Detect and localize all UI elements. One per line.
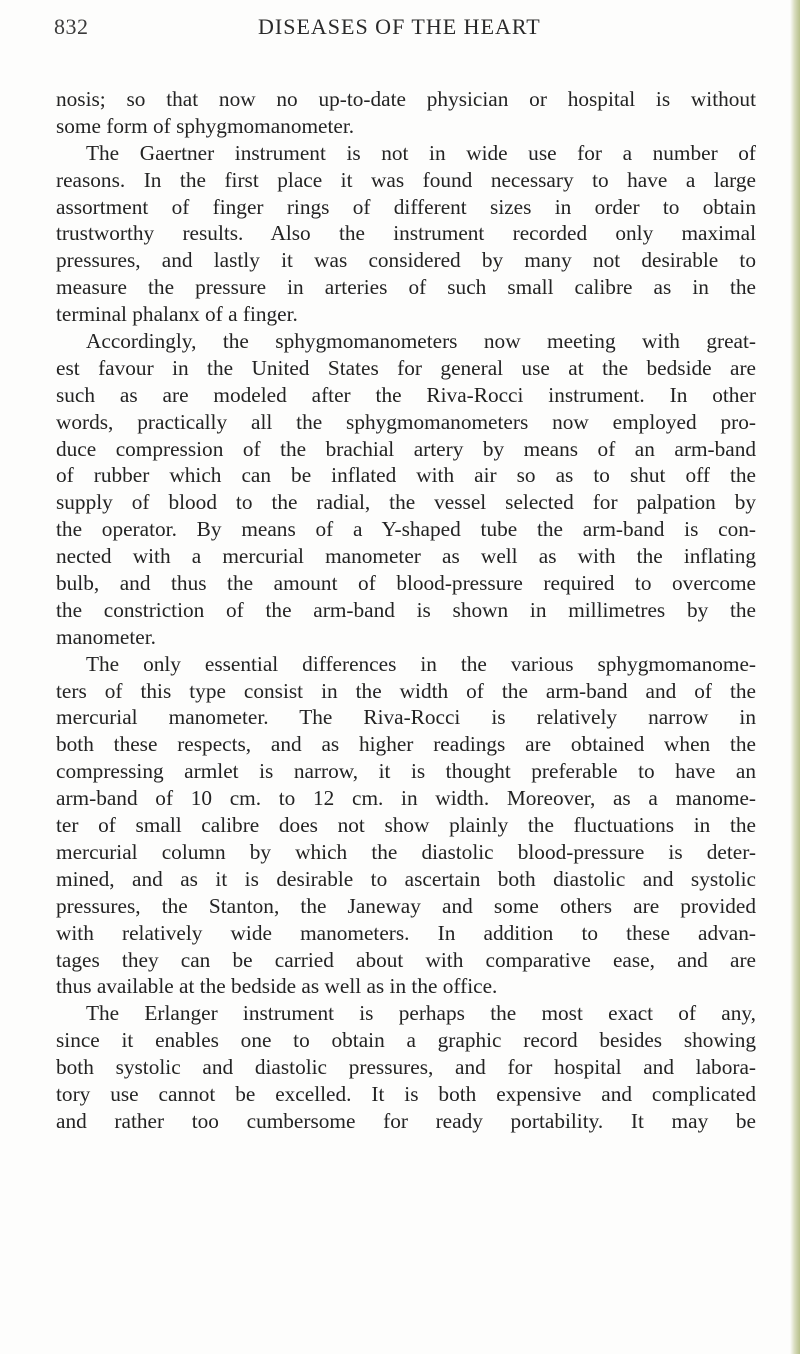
text-line: manometer. [56, 624, 156, 649]
text-line: thus available at the bedside as well as in the office. [56, 974, 498, 999]
text-line: ters of this type consist in the width of the arm-band and of the [56, 678, 756, 703]
text-line: pressures, the Stanton, the Janeway and some others are provided [56, 893, 756, 918]
text-line: The Erlanger instrument is perhaps the most exact of any, [86, 1001, 756, 1026]
text-line: assortment of finger rings of different sizes in order to obtain [56, 194, 756, 219]
text-line: tory use cannot be excelled. It is both expensive and complicated [56, 1081, 756, 1106]
text-line: duce compression of the brachial artery by means of an arm-band [56, 436, 756, 461]
text-line: ter of small calibre does not show plainly the fluctuations in the [56, 813, 756, 838]
text-line: both systolic and diastolic pressures, and for hospital and labora- [56, 1055, 756, 1080]
text-line: pressures, and lastly it was considered by many not desirable to [56, 248, 756, 273]
text-line: such as are modeled after the Riva-Rocci instrument. In other [56, 382, 756, 407]
running-head [54, 14, 754, 44]
text-line: tages they can be carried about with comparative ease, and are [56, 947, 756, 972]
text-line: nosis; so that now no up-to-date physician or hospital is without [56, 87, 756, 111]
text-line: bulb, and thus the amount of blood-pressure required to overcome [56, 571, 756, 596]
text-line: mined, and as it is desirable to ascertain both diastolic and systolic [56, 866, 756, 891]
text-line: the operator. By means of a Y-shaped tube the arm-band is con- [56, 517, 756, 542]
text-line: with relatively wide manometers. In addition to these advan- [56, 920, 756, 945]
text-line: since it enables one to obtain a graphic record besides showing [56, 1028, 756, 1053]
text-line: The Gaertner instrument is not in wide use for a number of [86, 140, 756, 165]
text-line: and rather too cumbersome for ready portability. It may be [56, 1108, 756, 1133]
text-line: the constriction of the arm-band is shown in millimetres by the [56, 597, 756, 622]
page-edge-shadow [790, 0, 800, 1354]
text-line: terminal phalanx of a finger. [56, 302, 298, 327]
body-text [56, 86, 756, 1135]
text-line: nected with a mercurial manometer as well as with the inflating [56, 544, 756, 569]
text-line: Accordingly, the sphygmomanometers now meeting with great- [86, 329, 756, 354]
text-line: The only essential differences in the various sphygmomanome- [86, 651, 756, 676]
text-line: words, practically all the sphygmomanometers now employed pro- [56, 409, 756, 434]
text-line: mercurial column by which the diastolic blood-pressure is deter- [56, 839, 756, 864]
page-number: 832 [54, 14, 89, 39]
text-line: est favour in the United States for general use at the bedside are [56, 355, 756, 380]
text-line: supply of blood to the radial, the vessel selected for palpation by [56, 490, 756, 515]
text-line: arm-band of 10 cm. to 12 cm. in width. Moreover, as a manome- [56, 786, 756, 811]
text-line: trustworthy results. Also the instrument recorded only maximal [56, 221, 756, 246]
text-line: mercurial manometer. The Riva-Rocci is relatively narrow in [56, 705, 756, 730]
text-line: compressing armlet is narrow, it is thought preferable to have an [56, 759, 756, 784]
text-line: measure the pressure in arteries of such small calibre as in the [56, 275, 756, 300]
text-line: reasons. In the first place it was found necessary to have a large [56, 167, 756, 192]
running-title: DISEASES OF THE HEART [258, 14, 541, 39]
text-line: of rubber which can be inflated with air so as to shut off the [56, 463, 756, 488]
text-line: both these respects, and as higher readings are obtained when the [56, 732, 756, 757]
text-line: some form of sphygmomanometer. [56, 113, 355, 138]
